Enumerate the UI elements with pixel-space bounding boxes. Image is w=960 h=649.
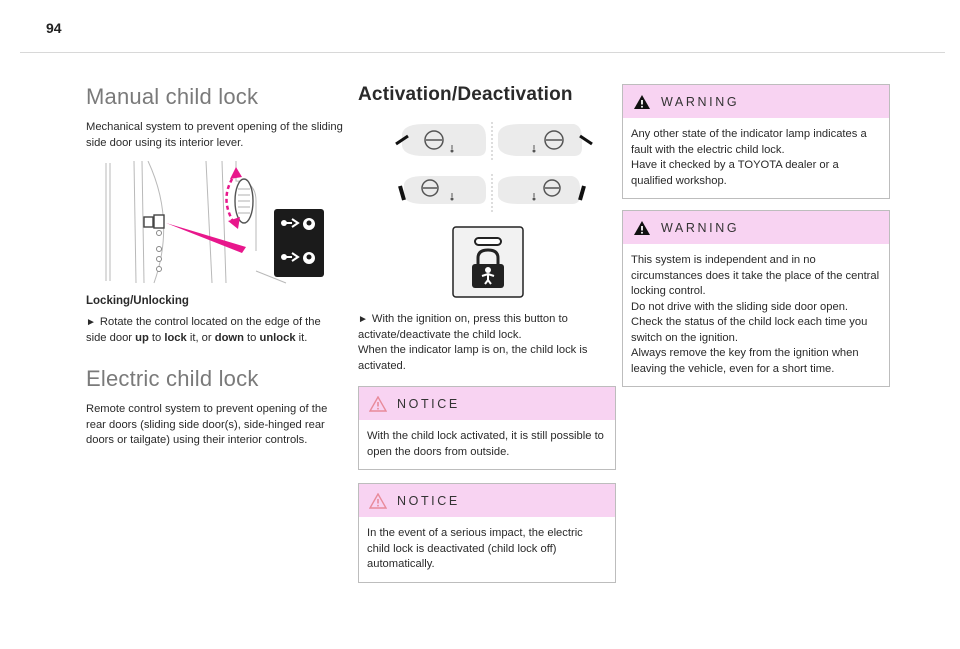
vehicle-door-diagrams-illustration bbox=[394, 120, 594, 216]
activation-instruction bbox=[358, 312, 616, 374]
notice-box-2 bbox=[358, 483, 616, 583]
page-number: 94 bbox=[46, 20, 62, 36]
child-lock-button-icon bbox=[452, 226, 524, 298]
instruction-text-b: to bbox=[148, 331, 165, 344]
activation-title: Activation/Deactivation bbox=[358, 84, 573, 105]
warning-line: Have it checked by a TOYOTA dealer or a qualified workshop. bbox=[631, 159, 839, 187]
instruction-text-c: it, or bbox=[186, 331, 215, 344]
locking-unlocking-subheading: Locking/Unlocking bbox=[86, 295, 189, 307]
manual-lock-illustration bbox=[86, 161, 344, 285]
warning-header bbox=[623, 211, 889, 244]
warning-text bbox=[623, 244, 889, 386]
warning-line: Do not drive with the sliding side door open. bbox=[631, 300, 849, 313]
vehicle-diagrams bbox=[394, 120, 594, 216]
warning-header bbox=[623, 85, 889, 118]
instruction-text-d: to bbox=[243, 331, 260, 344]
warning-line: Check the status of the child lock each time you switch on the ignition. bbox=[631, 316, 868, 344]
column-activation bbox=[358, 84, 616, 583]
column-manual-electric bbox=[86, 84, 344, 449]
instruction-word-unlock: unlock bbox=[259, 331, 296, 344]
notice-title: NOTICE bbox=[397, 493, 460, 508]
instruction-word-up: up bbox=[135, 331, 149, 344]
warning-box-2 bbox=[622, 210, 890, 387]
warning-triangle-icon bbox=[369, 493, 387, 509]
notice-header bbox=[359, 387, 615, 420]
warning-title: WARNING bbox=[661, 94, 740, 109]
instruction-text-e: it. bbox=[295, 331, 308, 344]
notice-header bbox=[359, 484, 615, 517]
header-rule bbox=[20, 52, 945, 53]
instruction-text-a: Rotate the control located on the edge of the side door bbox=[86, 316, 321, 344]
warning-box-1 bbox=[622, 84, 890, 199]
bullet-arrow-icon: ► bbox=[358, 314, 368, 325]
warning-triangle-icon bbox=[633, 94, 651, 110]
notice-text: In the event of a serious impact, the electric child lock is deactivated (child lock off) automatically. bbox=[367, 527, 583, 570]
manual-lock-instruction bbox=[86, 315, 344, 346]
activation-instruction-line-1: With the ignition on, press this button to activate/deactivate the child lock. bbox=[358, 313, 568, 341]
electric-child-lock-title: Electric child lock bbox=[86, 366, 259, 391]
warning-text bbox=[623, 118, 889, 198]
manual-child-lock-description: Mechanical system to prevent opening of the sliding side door using its interior lever. bbox=[86, 121, 343, 149]
electric-child-lock-description: Remote control system to prevent opening of the rear doors (sliding side door(s), side-hinged rear doors or tailgate) using their interior controls. bbox=[86, 403, 328, 446]
child-lock-button-illustration bbox=[452, 226, 524, 298]
warning-line: Always remove the key from the ignition when leaving the vehicle, even for a short time. bbox=[631, 347, 859, 375]
instruction-word-down: down bbox=[214, 331, 244, 344]
warning-line: Any other state of the indicator lamp indicates a fault with the electric child lock. bbox=[631, 128, 867, 156]
manual-child-lock-title: Manual child lock bbox=[86, 84, 259, 109]
instruction-word-lock: lock bbox=[164, 331, 187, 344]
notice-title: NOTICE bbox=[397, 396, 460, 411]
bullet-arrow-icon: ► bbox=[86, 317, 96, 328]
sliding-door-lever-illustration bbox=[86, 161, 344, 285]
notice-box-1 bbox=[358, 386, 616, 470]
warning-title: WARNING bbox=[661, 220, 740, 235]
column-warnings bbox=[622, 84, 890, 387]
warning-triangle-icon bbox=[369, 396, 387, 412]
warning-line: This system is independent and in no circumstances does it take the place of the central locking control. bbox=[631, 254, 880, 297]
warning-triangle-icon bbox=[633, 220, 651, 236]
notice-text: With the child lock activated, it is still possible to open the doors from outside. bbox=[367, 430, 604, 458]
activation-instruction-line-2: When the indicator lamp is on, the child lock is activated. bbox=[358, 344, 588, 372]
